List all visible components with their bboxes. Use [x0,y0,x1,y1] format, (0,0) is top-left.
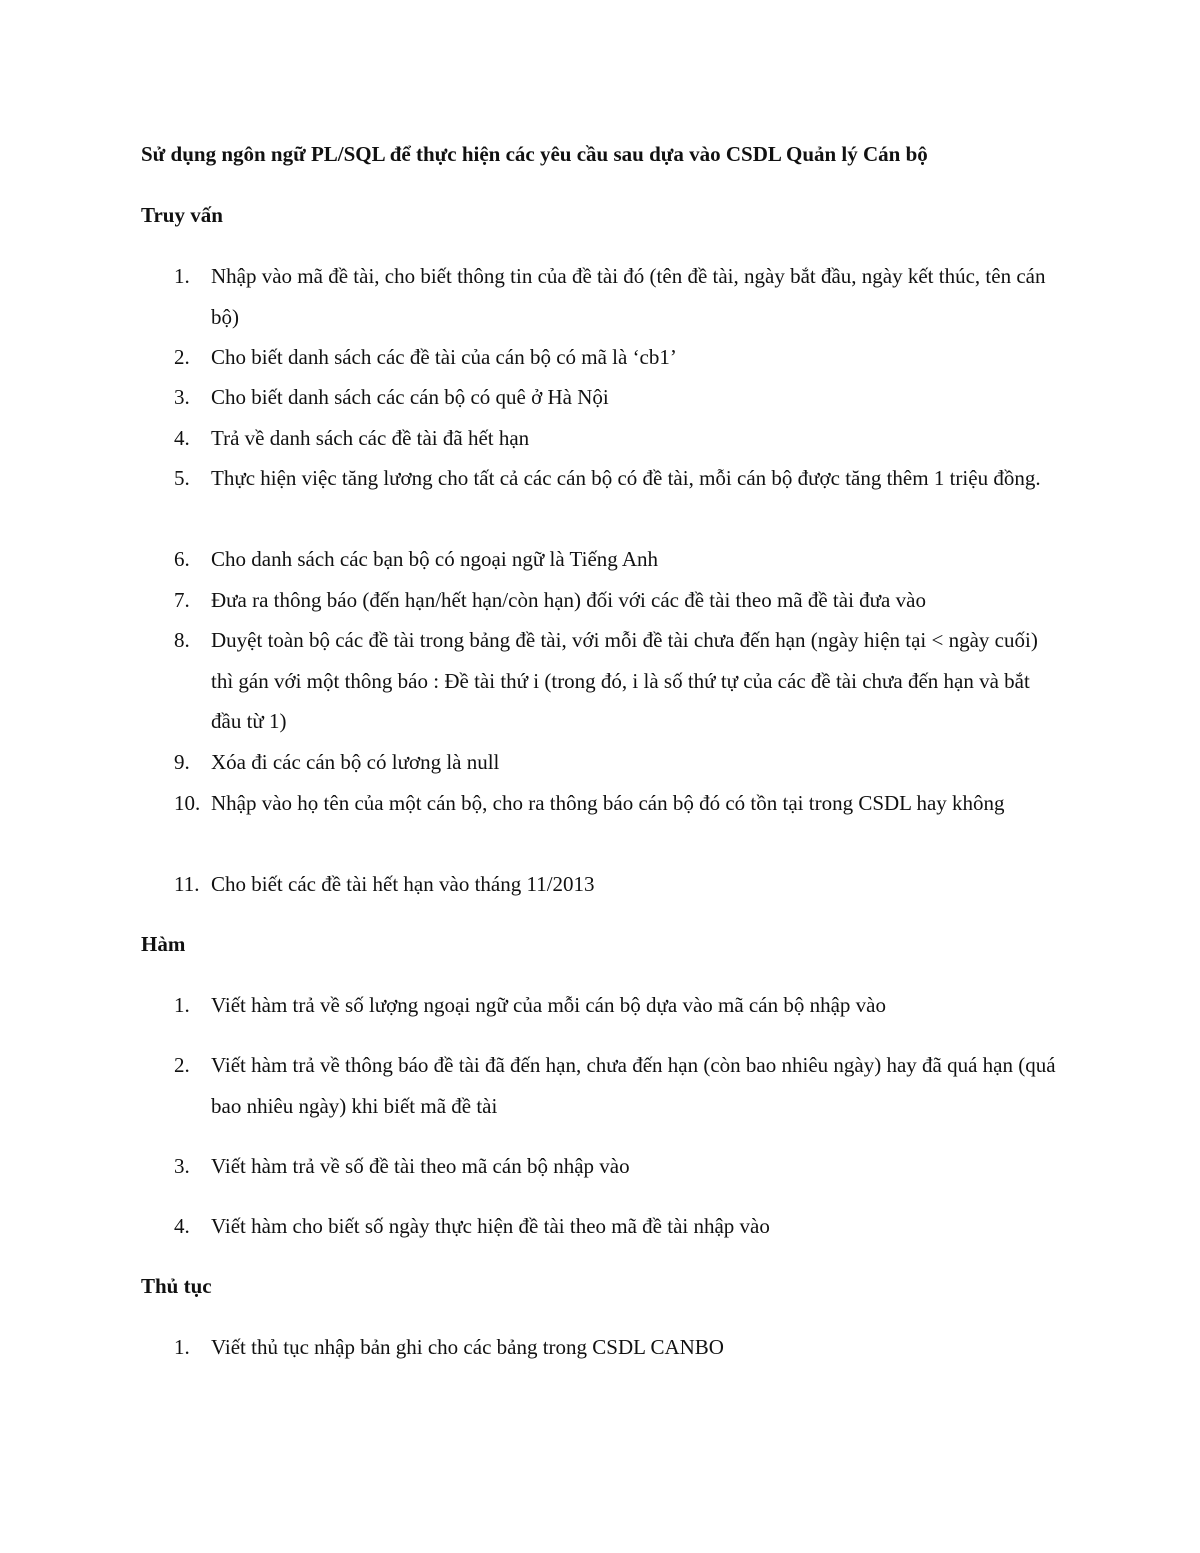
list-text: Viết hàm trả về thông báo đề tài đã đến hạn, chưa đến hạn (còn bao nhiêu ngày) hay đã quá hạn (quá bao nhiêu ngày) khi biết mã đề tài [211,1053,1056,1118]
list-text: Cho danh sách các bạn bộ có ngoại ngữ là Tiếng Anh [211,547,659,571]
section-heading-thu-tuc: Thủ tục [141,1274,212,1298]
list-item [141,539,1061,580]
list-text: Viết hàm cho biết số ngày thực hiện đề tài theo mã đề tài nhập vào [211,1214,770,1238]
list-number: 8. [174,628,190,652]
list-item [141,1045,1061,1126]
list-item [141,458,1061,499]
list-item [141,256,1061,337]
list-number: 1. [174,1335,190,1359]
list-number: 5. [174,466,190,490]
list-item [141,1327,1061,1368]
list-text: Nhập vào họ tên của một cán bộ, cho ra thông báo cán bộ đó có tồn tại trong CSDL hay không [211,791,1005,815]
list-number: 10. [174,791,201,815]
list-item [141,985,1061,1026]
list-number: 6. [174,547,190,571]
list-number: 11. [174,872,200,896]
list-number: 4. [174,1214,190,1238]
list-item [141,377,1061,418]
section-heading-truy-van: Truy vấn [141,203,223,227]
list-number: 1. [174,993,190,1017]
list-item [141,620,1061,742]
list-text: Cho biết danh sách các đề tài của cán bộ có mã là ‘cb1’ [211,345,677,369]
list-text: Viết thủ tục nhập bản ghi cho các bảng trong CSDL CANBO [211,1335,724,1359]
list-number: 4. [174,426,190,450]
document-title: Sử dụng ngôn ngữ PL/SQL để thực hiện các yêu cầu sau dựa vào CSDL Quản lý Cán bộ [141,142,928,166]
section-heading-ham: Hàm [141,932,186,956]
list-text: Trả về danh sách các đề tài đã hết hạn [211,426,530,450]
list-item [141,418,1061,459]
list-text: Cho biết các đề tài hết hạn vào tháng 11/2013 [211,872,595,896]
list-item [141,783,1061,824]
list-text: Thực hiện việc tăng lương cho tất cả các cán bộ có đề tài, mỗi cán bộ được tăng thêm 1 triệu đồng. [211,466,1041,490]
list-number: 2. [174,345,190,369]
list-item [141,580,1061,621]
list-item [141,742,1061,783]
list-item [141,1146,1061,1187]
list-number: 2. [174,1053,190,1077]
list-text: Duyệt toàn bộ các đề tài trong bảng đề tài, với mỗi đề tài chưa đến hạn (ngày hiện tại < ngày cuối) thì gán với một thông báo : Đề tài thứ i (trong đó, i là số thứ tự của các đề tài chưa đến hạn và bắt đầu từ 1) [211,628,1038,733]
list-text: Xóa đi các cán bộ có lương là null [211,750,500,774]
list-number: 7. [174,588,190,612]
list-item [141,337,1061,378]
list-text: Cho biết danh sách các cán bộ có quê ở Hà Nội [211,385,609,409]
list-text: Nhập vào mã đề tài, cho biết thông tin của đề tài đó (tên đề tài, ngày bắt đầu, ngày kết thúc, tên cán bộ) [211,264,1046,329]
list-item [141,864,1061,905]
list-number: 3. [174,385,190,409]
list-number: 3. [174,1154,190,1178]
list-number: 9. [174,750,190,774]
list-text: Viết hàm trả về số đề tài theo mã cán bộ nhập vào [211,1154,630,1178]
list-number: 1. [174,264,190,288]
list-item [141,1206,1061,1247]
list-text: Đưa ra thông báo (đến hạn/hết hạn/còn hạn) đối với các đề tài theo mã đề tài đưa vào [211,588,926,612]
list-text: Viết hàm trả về số lượng ngoại ngữ của mỗi cán bộ dựa vào mã cán bộ nhập vào [211,993,886,1017]
